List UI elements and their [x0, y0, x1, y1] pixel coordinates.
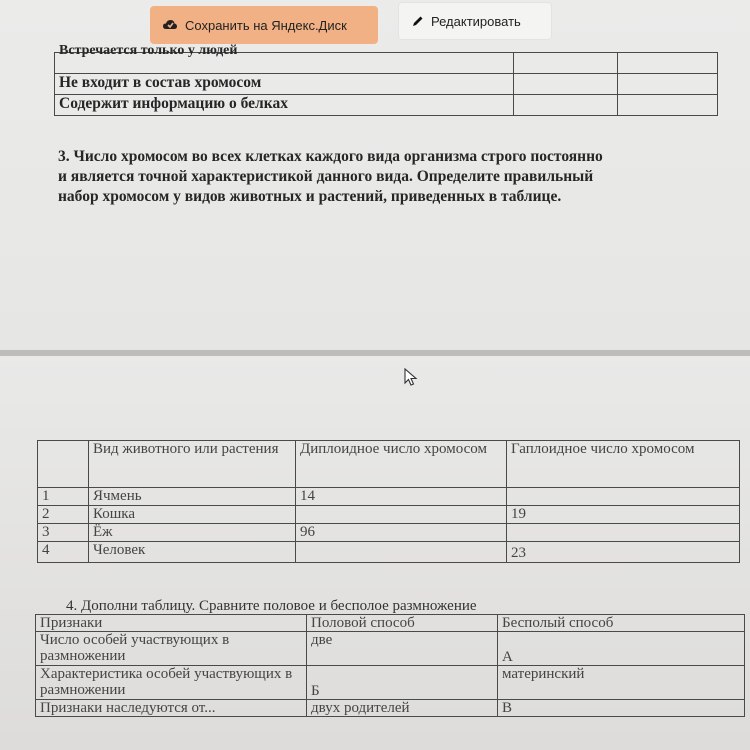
table-row: [55, 53, 718, 74]
table-row: [38, 524, 740, 542]
table-cell: [514, 53, 618, 74]
header-cell: Вид животного или растения: [89, 441, 296, 488]
table-row: [38, 488, 740, 506]
table-cell: [618, 95, 718, 116]
diploid-value: 96: [296, 524, 507, 542]
sexual-cell: две: [307, 632, 498, 666]
table-row: [55, 95, 718, 116]
table-cell: [514, 74, 618, 95]
feature-cell: Признаки наследуются от...: [36, 700, 307, 717]
header-cell: Половой способ: [307, 615, 498, 632]
table-row: [36, 632, 745, 666]
row-number: 4: [38, 542, 89, 563]
table-header-row: [38, 441, 740, 488]
table-cell: [618, 74, 718, 95]
cell-text: А: [502, 649, 513, 665]
table-1: [54, 43, 718, 116]
sexual-cell: [307, 666, 498, 700]
cloud-save-icon: [162, 19, 178, 31]
row-number: 1: [38, 488, 89, 506]
table-cell: Содержит информацию о белках: [55, 95, 514, 116]
cell-text: 19: [511, 506, 526, 522]
table-cell: [618, 53, 718, 74]
species-name: Кошка: [89, 506, 296, 524]
cell-text: Б: [311, 683, 320, 699]
sexual-cell: двух родителей: [307, 700, 498, 717]
save-to-yandex-disk-button[interactable]: [150, 6, 378, 44]
table-row: [36, 700, 745, 717]
header-cell: Бесполый способ: [498, 615, 745, 632]
table-row: [38, 542, 740, 563]
asexual-cell: материнский: [498, 666, 745, 700]
table-row: [38, 506, 740, 524]
table-row: [55, 74, 718, 95]
diploid-value: 14: [296, 488, 507, 506]
species-name: Ёж: [89, 524, 296, 542]
haploid-value: [507, 506, 740, 524]
haploid-value: [507, 542, 740, 563]
asexual-cell: [498, 632, 745, 666]
diploid-value: [296, 506, 507, 524]
edit-button-label: Редактировать: [431, 13, 521, 29]
question-3-line: и является точной характеристикой данного вида. Определите правильный: [58, 168, 594, 185]
row-number: 2: [38, 506, 89, 524]
cell-text: 23: [511, 545, 526, 561]
table-cell: [514, 95, 618, 116]
table-cell: [55, 43, 514, 74]
header-cell: Диплоидное число хромосом: [296, 441, 507, 488]
question-3-line: набор хромосом у видов животных и растений, приведенных в таблице.: [58, 188, 562, 205]
header-cell: Признаки: [36, 615, 307, 632]
table-header-row: [36, 615, 745, 632]
question-3-text: [58, 147, 728, 207]
cell-text: Встречается только у людей: [59, 43, 238, 58]
feature-cell: Число особей участвующих в размножении: [36, 632, 307, 666]
row-number: 3: [38, 524, 89, 542]
header-cell: [38, 441, 89, 488]
species-name: Ячмень: [89, 488, 296, 506]
edit-button[interactable]: [398, 2, 552, 40]
table-cell: Не входит в состав хромосом: [55, 74, 514, 95]
header-cell: Гаплоидное число хромосом: [507, 441, 740, 488]
species-name: Человек: [89, 542, 296, 563]
pencil-icon: [411, 15, 424, 28]
feature-cell: Характеристика особей участвующих в размножении: [36, 666, 307, 700]
asexual-cell: В: [498, 700, 745, 717]
question-3-line: 3. Число хромосом во всех клетках каждого вида организма строго постоянно: [58, 148, 603, 165]
reproduction-table: [35, 614, 745, 717]
haploid-value: [507, 524, 740, 542]
haploid-value: [507, 488, 740, 506]
question-4-title: 4. Дополни таблицу. Сравните половое и бесполое размножение: [66, 598, 477, 614]
chromosome-table: [37, 440, 740, 563]
mouse-cursor-icon: [404, 368, 420, 393]
table-row: [36, 666, 745, 700]
diploid-value: [296, 542, 507, 563]
save-button-label: Сохранить на Яндекс.Диск: [185, 17, 347, 33]
